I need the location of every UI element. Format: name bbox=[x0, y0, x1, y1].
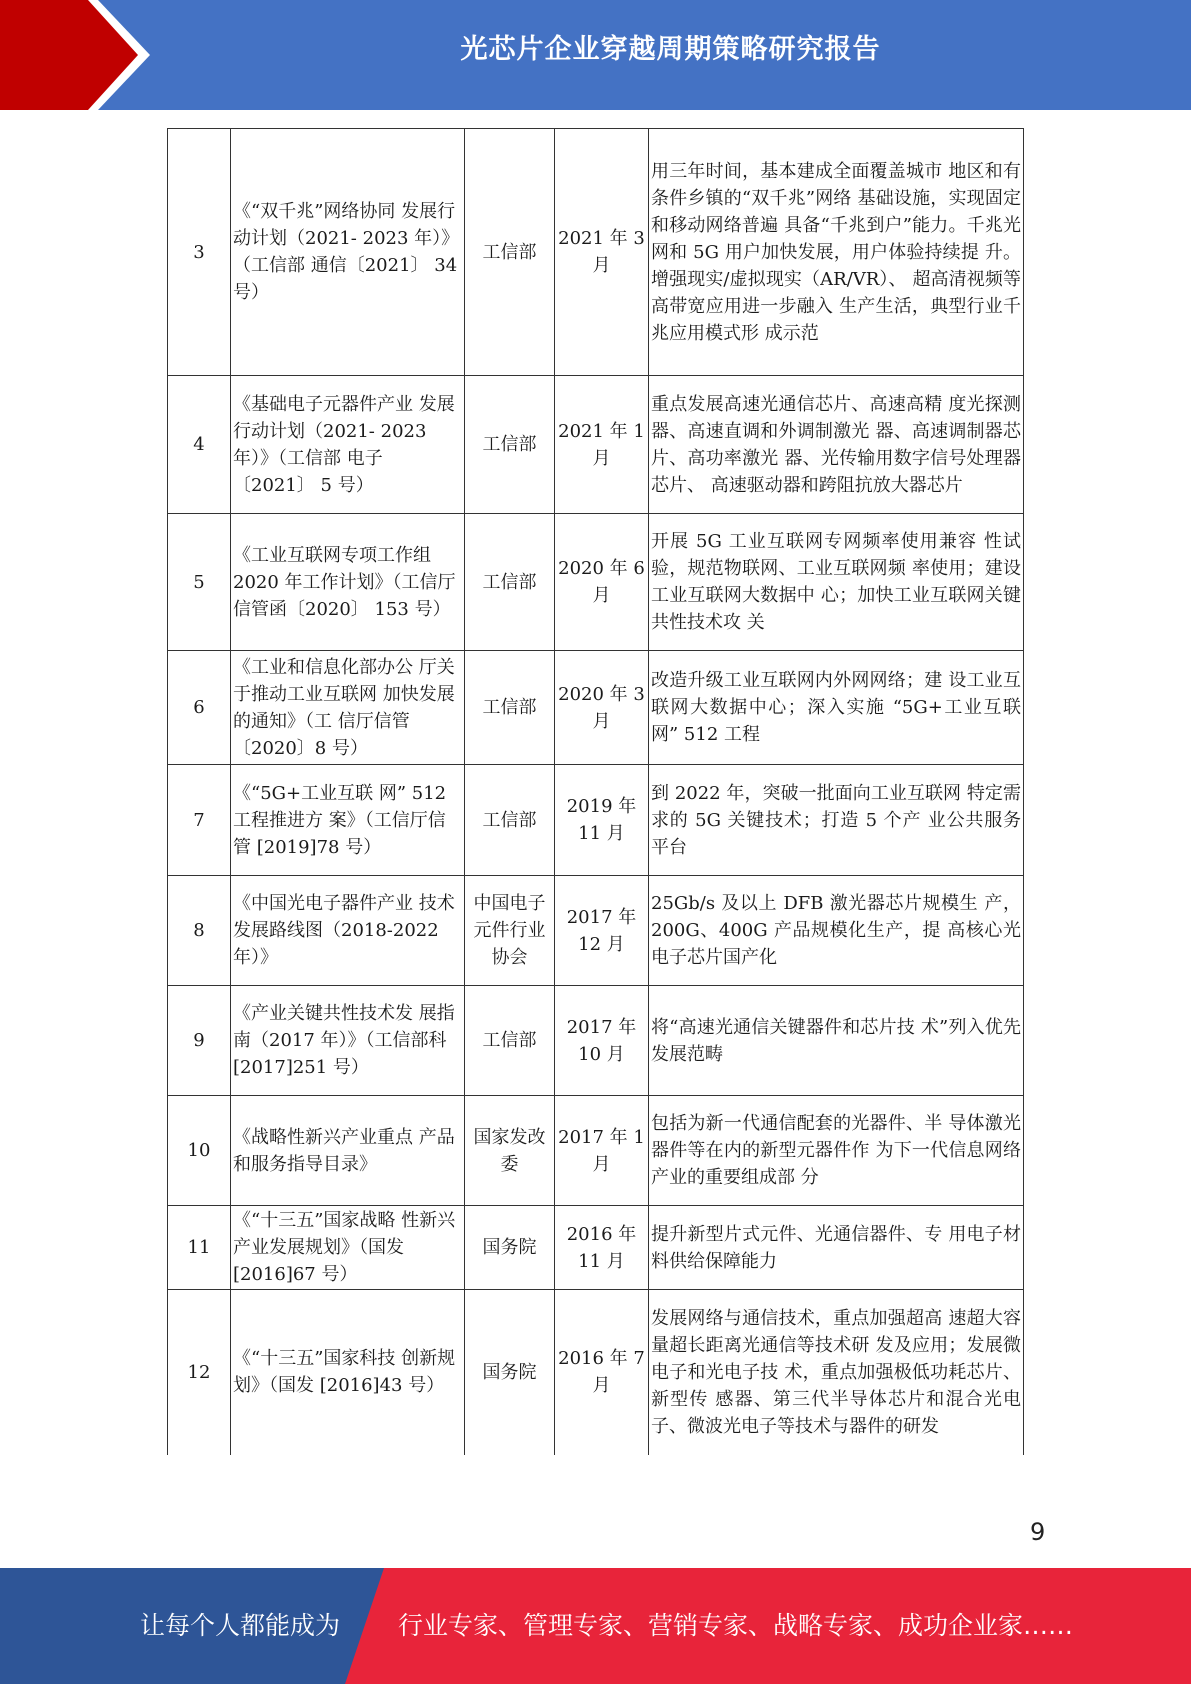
policy-name: 《基础电子元器件产业 发展行动计划（2021- 2023 年）》（工信部 电子〔2021〕 5 号） bbox=[231, 376, 465, 514]
issue-date: 2021 年 3 月 bbox=[555, 129, 649, 376]
table-row bbox=[168, 376, 1024, 514]
issuing-department: 国务院 bbox=[465, 1290, 555, 1455]
issuing-department: 工信部 bbox=[465, 651, 555, 765]
row-index: 10 bbox=[168, 1096, 231, 1206]
report-title: 光芯片企业穿越周期策略研究报告 bbox=[460, 34, 881, 65]
row-index: 7 bbox=[168, 765, 231, 876]
issuing-department: 工信部 bbox=[465, 129, 555, 376]
policy-table bbox=[167, 128, 1024, 1455]
table-row bbox=[168, 1096, 1024, 1206]
footer-slogan-left: 让每个人都能成为 bbox=[140, 1611, 341, 1640]
table-row bbox=[168, 514, 1024, 651]
table-row bbox=[168, 1206, 1024, 1290]
issue-date: 2017 年 12 月 bbox=[555, 876, 649, 986]
issue-date: 2017 年 10 月 bbox=[555, 986, 649, 1096]
issuing-department: 国务院 bbox=[465, 1206, 555, 1290]
table-row bbox=[168, 129, 1024, 376]
issue-date: 2020 年 3 月 bbox=[555, 651, 649, 765]
policy-content: 提升新型片式元件、光通信器件、专 用电子材料供给保障能力 bbox=[649, 1206, 1024, 1290]
policy-name: 《战略性新兴产业重点 产品和服务指导目录》 bbox=[231, 1096, 465, 1206]
issue-date: 2016 年 11 月 bbox=[555, 1206, 649, 1290]
page-number: 9 bbox=[1030, 1518, 1046, 1546]
policy-content: 开展 5G 工业互联网专网频率使用兼容 性试验，规范物联网、工业互联网频 率使用；建设工业互联网大数据中 心；加快工业互联网关键共性技术攻 关 bbox=[649, 514, 1024, 651]
policy-name: 《产业关键共性技术发 展指南（2017 年）》（工信部科[2017]251 号） bbox=[231, 986, 465, 1096]
issue-date: 2016 年 7 月 bbox=[555, 1290, 649, 1455]
issue-date: 2019 年 11 月 bbox=[555, 765, 649, 876]
issue-date: 2020 年 6 月 bbox=[555, 514, 649, 651]
issuing-department: 工信部 bbox=[465, 376, 555, 514]
issuing-department: 工信部 bbox=[465, 765, 555, 876]
table-row bbox=[168, 1290, 1024, 1455]
policy-content: 改造升级工业互联网内外网网络；建 设工业互联网大数据中心；深入实施 “5G+工业互联网” 512 工程 bbox=[649, 651, 1024, 765]
issuing-department: 工信部 bbox=[465, 514, 555, 651]
page-header bbox=[0, 0, 1191, 110]
row-index: 4 bbox=[168, 376, 231, 514]
policy-content: 重点发展高速光通信芯片、高速高精 度光探测器、高速直调和外调制激光 器、高速调制器芯片、高功率激光 器、光传输用数字信号处理器芯片、 高速驱动器和跨阻抗放大器芯片 bbox=[649, 376, 1024, 514]
header-red-chevron bbox=[0, 0, 150, 110]
issue-date: 2021 年 1 月 bbox=[555, 376, 649, 514]
row-index: 6 bbox=[168, 651, 231, 765]
row-index: 8 bbox=[168, 876, 231, 986]
policy-name: 《“十三五”国家科技 创新规划》（国发 [2016]43 号） bbox=[231, 1290, 465, 1455]
row-index: 3 bbox=[168, 129, 231, 376]
page-footer bbox=[0, 1568, 1191, 1684]
table-row bbox=[168, 986, 1024, 1096]
issuing-department: 工信部 bbox=[465, 986, 555, 1096]
policy-name: 《“双千兆”网络协同 发展行动计划（2021- 2023 年）》（工信部 通信〔2021〕 34 号） bbox=[231, 129, 465, 376]
policy-content: 将“高速光通信关键器件和芯片技 术”列入优先发展范畴 bbox=[649, 986, 1024, 1096]
policy-content: 25Gb/s 及以上 DFB 激光器芯片规模生 产，200G、400G 产品规模化生产，提 高核心光电子芯片国产化 bbox=[649, 876, 1024, 986]
issuing-department: 中国电子元件行业协会 bbox=[465, 876, 555, 986]
policy-name: 《“十三五”国家战略 性新兴产业发展规划》（国发[2016]67 号） bbox=[231, 1206, 465, 1290]
policy-content: 包括为新一代通信配套的光器件、半 导体激光器件等在内的新型元器件作 为下一代信息网络产业的重要组成部 分 bbox=[649, 1096, 1024, 1206]
footer-slogan-right: 行业专家、管理专家、营销专家、战略专家、成功企业家…… bbox=[398, 1611, 1074, 1640]
policy-name: 《中国光电子器件产业 技术发展路线图（2018-2022 年）》 bbox=[231, 876, 465, 986]
issuing-department: 国家发改委 bbox=[465, 1096, 555, 1206]
row-index: 11 bbox=[168, 1206, 231, 1290]
table-row bbox=[168, 651, 1024, 765]
policy-content: 用三年时间，基本建成全面覆盖城市 地区和有条件乡镇的“双千兆”网络 基础设施，实现固定和移动网络普遍 具备“千兆到户”能力。千兆光网和 5G 用户加快发展，用户体验持续提 升。增强现实/虚拟现实（AR/VR）、 超高清视频等高带宽应用进一步融入 生产生活，典型行业千兆应用模式形 成示范 bbox=[649, 129, 1024, 376]
policy-name: 《“5G+工业互联 网” 512 工程推进方 案》（工信厅信管 [2019]78 号） bbox=[231, 765, 465, 876]
issue-date: 2017 年 1 月 bbox=[555, 1096, 649, 1206]
table-row bbox=[168, 765, 1024, 876]
row-index: 9 bbox=[168, 986, 231, 1096]
policy-content: 发展网络与通信技术，重点加强超高 速超大容量超长距离光通信等技术研 发及应用；发展微电子和光电子技 术，重点加强极低功耗芯片、新型传 感器、第三代半导体芯片和混合光电 子、微波光电子等技术与器件的研发 bbox=[649, 1290, 1024, 1455]
policy-content: 到 2022 年，突破一批面向工业互联网 特定需求的 5G 关键技术；打造 5 个产 业公共服务平台 bbox=[649, 765, 1024, 876]
row-index: 5 bbox=[168, 514, 231, 651]
table-row bbox=[168, 876, 1024, 986]
policy-name: 《工业互联网专项工作组 2020 年工作计划》（工信厅信管函〔2020〕 153 号） bbox=[231, 514, 465, 651]
policy-name: 《工业和信息化部办公 厅关于推动工业互联网 加快发展的通知》（工 信厅信管〔2020〕8 号） bbox=[231, 651, 465, 765]
row-index: 12 bbox=[168, 1290, 231, 1455]
